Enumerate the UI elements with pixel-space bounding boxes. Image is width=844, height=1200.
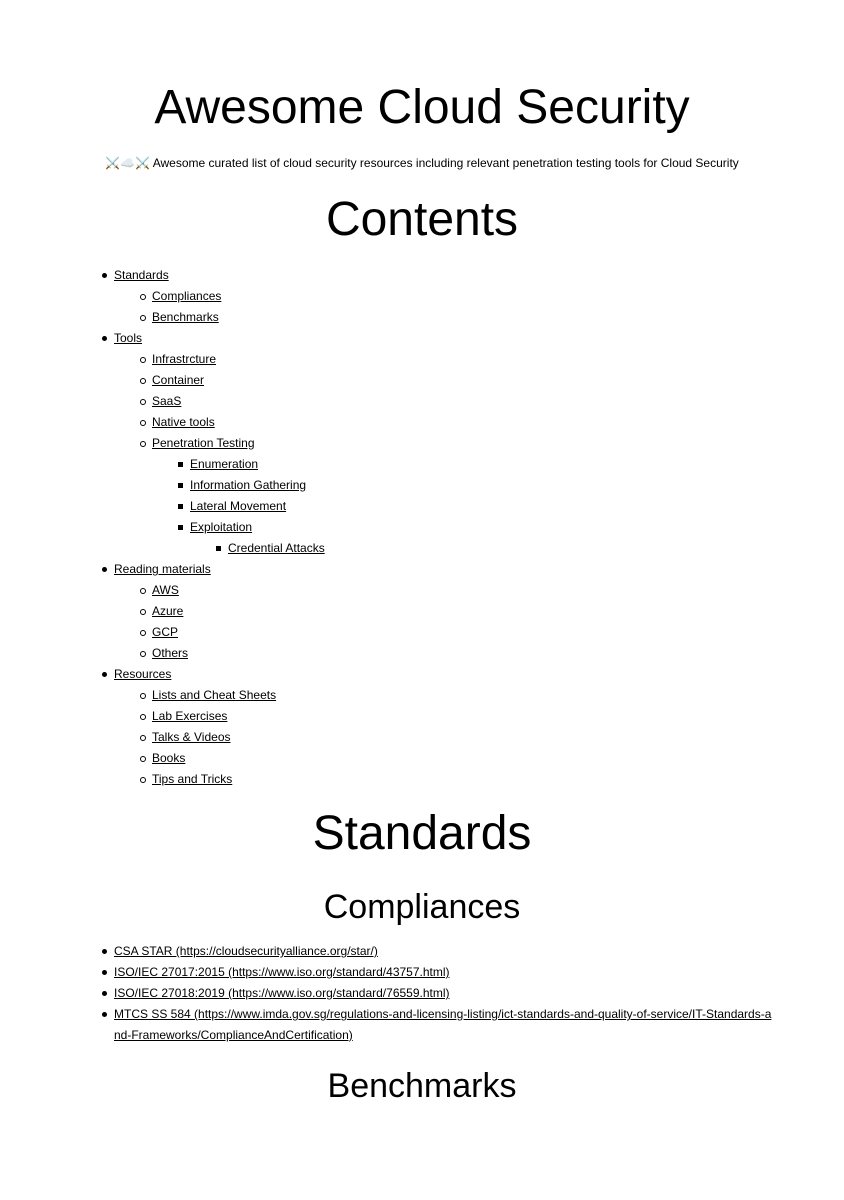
bullet-icon bbox=[176, 475, 186, 496]
bullet-icon bbox=[138, 706, 148, 727]
toc-item-books bbox=[152, 748, 814, 769]
toc-item-lists-cheat-sheets bbox=[152, 685, 814, 706]
bullet-icon bbox=[176, 496, 186, 517]
bullet-icon bbox=[100, 328, 110, 349]
toc-item-credential-attacks bbox=[228, 538, 814, 559]
compliance-link-mtcs-ss-584[interactable]: MTCS SS 584 (https://www.imda.gov.sg/regulations-and-licensing-listing/ict-standards-and-quality-of-service/IT-Standards-and-Frameworks/ComplianceAndCertification) bbox=[114, 1007, 772, 1042]
bullet-icon bbox=[138, 580, 148, 601]
toc-link-reading-materials[interactable]: Reading materials bbox=[114, 562, 211, 576]
bullet-icon bbox=[100, 664, 110, 685]
toc-link-tools[interactable]: Tools bbox=[114, 331, 143, 345]
toc-item-compliances bbox=[152, 286, 814, 307]
toc-link-enumeration[interactable]: Enumeration bbox=[190, 457, 259, 471]
bullet-icon bbox=[138, 685, 148, 706]
bullet-icon bbox=[176, 454, 186, 475]
toc-item-enumeration bbox=[190, 454, 814, 475]
bullet-icon bbox=[100, 941, 110, 962]
table-of-contents bbox=[114, 265, 814, 790]
toc-link-lists-cheat-sheets[interactable]: Lists and Cheat Sheets bbox=[152, 688, 277, 702]
bullet-icon bbox=[100, 559, 110, 580]
bullet-icon bbox=[138, 412, 148, 433]
bullet-icon bbox=[138, 433, 148, 454]
toc-link-native-tools[interactable]: Native tools bbox=[152, 415, 215, 429]
bullet-icon bbox=[138, 391, 148, 412]
toc-link-books[interactable]: Books bbox=[152, 751, 186, 765]
toc-link-azure[interactable]: Azure bbox=[152, 604, 184, 618]
bullet-icon bbox=[100, 1004, 110, 1025]
toc-item-tools bbox=[114, 328, 814, 559]
bullet-icon bbox=[138, 622, 148, 643]
bullet-icon bbox=[138, 643, 148, 664]
toc-item-others bbox=[152, 643, 814, 664]
toc-link-penetration-testing[interactable]: Penetration Testing bbox=[152, 436, 255, 450]
toc-link-information-gathering[interactable]: Information Gathering bbox=[190, 478, 307, 492]
toc-item-tips-tricks bbox=[152, 769, 814, 790]
page-subtitle: ⚔️☁️⚔️ Awesome curated list of cloud security resources including relevant penetration testing tools for Cloud Security bbox=[105, 156, 739, 170]
list-item bbox=[114, 941, 774, 962]
list-item bbox=[114, 983, 774, 1004]
toc-item-gcp bbox=[152, 622, 814, 643]
toc-item-azure bbox=[152, 601, 814, 622]
toc-item-benchmarks bbox=[152, 307, 814, 328]
standards-heading: Standards bbox=[312, 807, 532, 860]
bullet-icon bbox=[138, 370, 148, 391]
bullet-icon bbox=[100, 983, 110, 1004]
bullet-icon bbox=[138, 307, 148, 328]
toc-item-container bbox=[152, 370, 814, 391]
bullet-icon bbox=[138, 727, 148, 748]
toc-link-exploitation[interactable]: Exploitation bbox=[190, 520, 253, 534]
compliance-link-iso-27017[interactable]: ISO/IEC 27017:2015 (https://www.iso.org/standard/43757.html) bbox=[114, 965, 450, 979]
page-title: Awesome Cloud Security bbox=[154, 81, 690, 134]
toc-link-standards[interactable]: Standards bbox=[114, 268, 169, 282]
list-item bbox=[114, 1004, 774, 1046]
bullet-icon bbox=[214, 538, 224, 559]
toc-item-standards bbox=[114, 265, 814, 328]
toc-item-penetration-testing bbox=[152, 433, 814, 559]
toc-item-talks-videos bbox=[152, 727, 814, 748]
toc-item-aws bbox=[152, 580, 814, 601]
bullet-icon bbox=[138, 349, 148, 370]
compliances-list bbox=[114, 941, 774, 1046]
bullet-icon bbox=[138, 748, 148, 769]
toc-link-gcp[interactable]: GCP bbox=[152, 625, 179, 639]
toc-link-compliances[interactable]: Compliances bbox=[152, 289, 222, 303]
toc-link-lab-exercises[interactable]: Lab Exercises bbox=[152, 709, 228, 723]
toc-link-infrastructure[interactable]: Infrastrcture bbox=[152, 352, 217, 366]
toc-link-container[interactable]: Container bbox=[152, 373, 205, 387]
toc-link-resources[interactable]: Resources bbox=[114, 667, 172, 681]
list-item bbox=[114, 962, 774, 983]
toc-link-aws[interactable]: AWS bbox=[152, 583, 179, 597]
toc-link-saas[interactable]: SaaS bbox=[152, 394, 182, 408]
compliances-heading: Compliances bbox=[323, 888, 521, 926]
toc-item-lateral-movement bbox=[190, 496, 814, 517]
bullet-icon bbox=[138, 601, 148, 622]
toc-item-information-gathering bbox=[190, 475, 814, 496]
toc-item-exploitation bbox=[190, 517, 814, 559]
compliance-link-csa-star[interactable]: CSA STAR (https://cloudsecurityalliance.org/star/) bbox=[114, 944, 378, 958]
bullet-icon bbox=[138, 286, 148, 307]
toc-item-resources bbox=[114, 664, 814, 790]
toc-item-infrastructure bbox=[152, 349, 814, 370]
bullet-icon bbox=[176, 517, 186, 538]
bullet-icon bbox=[138, 769, 148, 790]
contents-heading: Contents bbox=[325, 193, 519, 246]
toc-link-benchmarks[interactable]: Benchmarks bbox=[152, 310, 219, 324]
toc-item-native-tools bbox=[152, 412, 814, 433]
bullet-icon bbox=[100, 265, 110, 286]
toc-item-saas bbox=[152, 391, 814, 412]
toc-link-others[interactable]: Others bbox=[152, 646, 189, 660]
toc-link-tips-tricks[interactable]: Tips and Tricks bbox=[152, 772, 233, 786]
toc-link-talks-videos[interactable]: Talks & Videos bbox=[152, 730, 231, 744]
toc-item-lab-exercises bbox=[152, 706, 814, 727]
benchmarks-heading: Benchmarks bbox=[327, 1067, 517, 1105]
toc-item-reading-materials bbox=[114, 559, 814, 664]
compliance-link-iso-27018[interactable]: ISO/IEC 27018:2019 (https://www.iso.org/standard/76559.html) bbox=[114, 986, 450, 1000]
toc-link-credential-attacks[interactable]: Credential Attacks bbox=[228, 541, 325, 555]
bullet-icon bbox=[100, 962, 110, 983]
toc-link-lateral-movement[interactable]: Lateral Movement bbox=[190, 499, 287, 513]
